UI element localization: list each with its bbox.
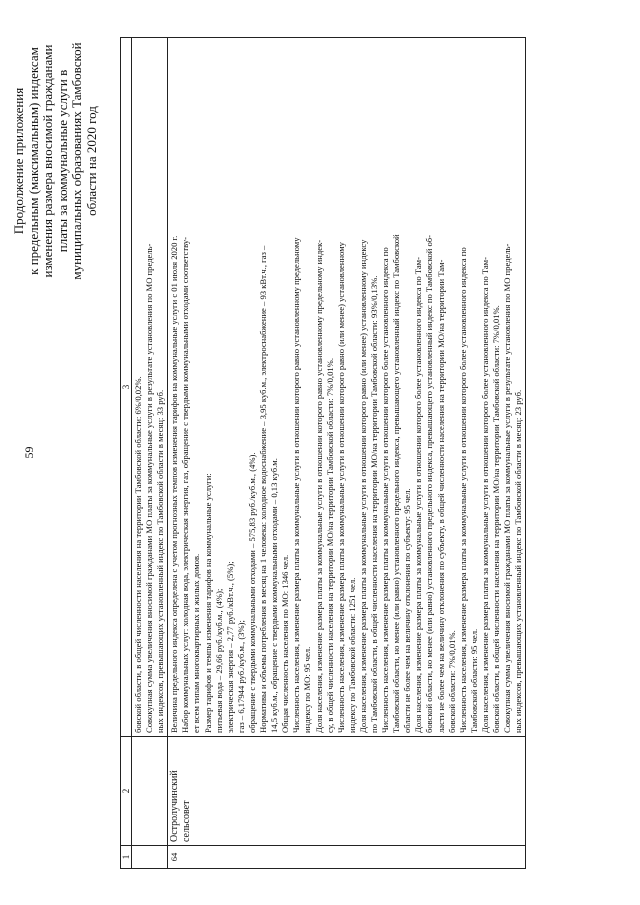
header-col-1: 1 (121, 846, 132, 869)
text-line: Численность населения, изменение размера платы за коммунальные услуги в отношении которого более установленного индекса по (380, 247, 391, 733)
text-line: Доля населения, изменение размера платы за коммунальные услуги в отношении которого равно (или менее) установленному индексу (357, 239, 368, 733)
text-line: электрическая энергия – 2,77 руб./кВт.ч., (5%); (224, 561, 235, 733)
heading-line: Продолжение приложения (11, 87, 26, 235)
text-line: Численность населения, изменение размера платы за коммунальные услуги в отношении которого равно установленному предельному (291, 237, 302, 733)
text-line: Общая численность населения по МО: 1346 чел. (280, 554, 291, 733)
row-description (132, 38, 168, 737)
text-line: бовской области: 7%/0,01%. (446, 630, 457, 733)
text-line: Тамбовской области, но менее (или равно) установленного предельного индекса, превышающего установленный индекс по Тамбовской (391, 234, 402, 733)
text-line: Доля населения, изменение размера платы за коммунальные услуги в отношении которого более установленного индекса по Там- (413, 257, 424, 733)
text-line: Доля населения, изменение размера платы за коммунальные услуги в отношении которого равно установленному предельному индек- (313, 239, 324, 733)
text-line: 14,5 куб.м., обращение с твердыми коммунальными отходами – 0,13 куб.м. (269, 458, 280, 733)
text-line: ных индексов, превышающих установленный индекс по Тамбовской области в месяц: 33 руб. (155, 389, 166, 733)
heading-line: изменения размера вносимой гражданами (40, 44, 55, 278)
appendix-heading (12, 36, 99, 286)
municipality-name: Остролучинский сельсовет (168, 737, 526, 846)
municipality-name (132, 737, 168, 846)
text-line: Набор коммунальных услуг: холодная вода, электрическая энергия, газ, обращение с твердыми коммунальными отходами соответству- (180, 236, 191, 733)
text-line: обращение с твердыми коммунальными отходами – 575,83 руб./куб.м., (4%). (246, 452, 257, 733)
page-number: 59 (22, 446, 36, 459)
heading-line: платы за коммунальные услуги в (54, 69, 70, 253)
text-line: питьевая вода – 29,66 руб./куб.м., (4%); (213, 588, 224, 733)
header-col-3: 3 (121, 38, 132, 737)
text-line: газ – 6,17944 руб./куб.м., (3%); (235, 620, 246, 733)
text-line: области не более чем на величину отклонения по субъекту: 95 чел. (402, 488, 413, 733)
row-number: 64 (168, 846, 526, 869)
text-line: бовской области, в общей численности населения на территории МО/на территории Тамбовской области: 7%/0,01%. (491, 305, 501, 733)
text-line: ных индексов, превышающих установленный индекс по Тамбовской области в месяц: 23 руб. (513, 389, 524, 733)
text-line: индексу по МО: 95 чел. (302, 646, 313, 733)
text-line: Численность населения, изменение размера платы за коммунальные услуги в отношении которого более установленного индекса по (457, 247, 468, 733)
header-col-2: 2 (121, 737, 132, 846)
text-line: индексу по Тамбовской области: 1251 чел. (346, 577, 357, 733)
text-line: Численность населения, изменение размера платы за коммунальные услуги в отношении которого равно (или менее) установленному (335, 242, 346, 733)
text-line: Совокупная сумма увеличения вносимой гражданами МО платы за коммунальные услуги в результате установления по МО предель- (502, 243, 513, 733)
text-line: Доля населения, изменение размера платы за коммунальные услуги в отношении которого более установленного индекса по Там- (479, 257, 490, 733)
text-line: Величина предельного индекса определена с учетом прогнозных темпов изменения тарифов на коммунальные услуги с 01 июля 2020 г. (169, 235, 180, 733)
text-line: Тамбовской области: 95 чел. (468, 628, 479, 733)
heading-line: к предельным (максимальным) индексам (25, 47, 41, 275)
text-line: су, в общей численности населения на территории МО/на территории Тамбовской области: 7%/0,01%. (324, 358, 335, 733)
text-line: Размер тарифов и темпы изменения тарифов на коммунальные услуги: (202, 473, 213, 733)
heading-line: муниципальных образованиях Тамбовской (69, 42, 84, 280)
text-line: ет всем типам многоквартирных и жилых домов. (191, 553, 202, 733)
text-line: Нормативы и объемы потребления в месяц на 1 человека: холодное водоснабжение – 3,95 куб.м., электроснабжение – 93 кВт.ч., газ – (258, 245, 269, 733)
text-line: бовской области, в общей численности населения на территории Тамбовской области: 6%/0,02%. (133, 376, 143, 733)
table-header-row (121, 38, 132, 869)
text-line: ласти не более чем на величину отклонения по субъекту, в общей численности населения на территории МО/на территории Там- (435, 259, 446, 733)
indices-table (120, 37, 526, 869)
text-line: бовской области, но менее (или равно) установленного предельного индекса, превышающего установленный индекс по Тамбовской об- (424, 234, 435, 733)
heading-line: области на 2020 год (83, 106, 99, 216)
table-row (168, 38, 526, 869)
row-number (132, 846, 168, 869)
row-description (168, 38, 526, 737)
text-line: Совокупная сумма увеличения вносимой гражданами МО платы за коммунальные услуги в результате установления по МО предель- (144, 243, 155, 733)
text-line: по Тамбовской области, в общей численности населения на территории МО/на территории Тамбовской области: 93%/0,13%. (368, 275, 379, 733)
table-row (132, 38, 168, 869)
